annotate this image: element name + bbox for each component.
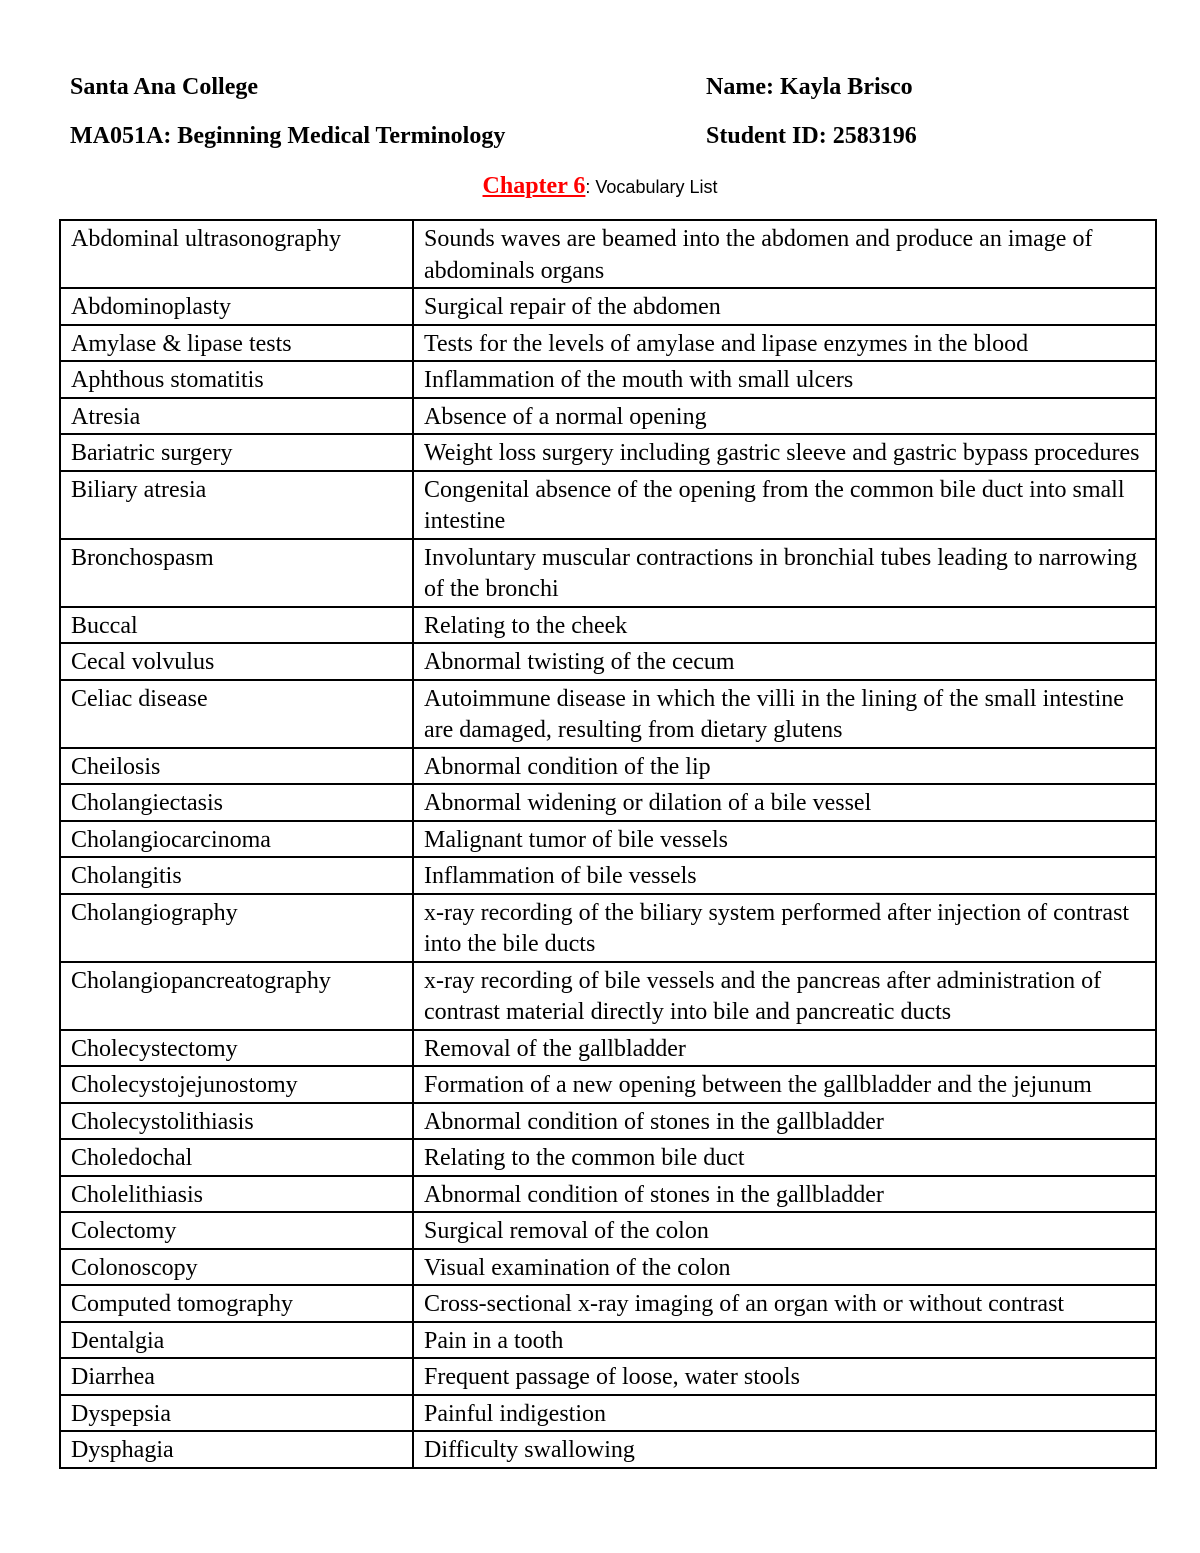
table-row xyxy=(60,288,1156,325)
table-row xyxy=(60,748,1156,785)
table-row xyxy=(60,398,1156,435)
term-cell: Abdominoplasty xyxy=(60,288,413,325)
table-row xyxy=(60,1395,1156,1432)
term-cell: Colonoscopy xyxy=(60,1249,413,1286)
table-row xyxy=(60,894,1156,962)
term-cell: Bariatric surgery xyxy=(60,434,413,471)
definition-cell: Abnormal condition of the lip xyxy=(413,748,1156,785)
term-cell: Cholecystolithiasis xyxy=(60,1103,413,1140)
definition-cell: Malignant tumor of bile vessels xyxy=(413,821,1156,858)
term-cell: Celiac disease xyxy=(60,680,413,748)
term-cell: Colectomy xyxy=(60,1212,413,1249)
definition-cell: Congenital absence of the opening from the common bile duct into small intestine xyxy=(413,471,1156,539)
definition-cell: Pain in a tooth xyxy=(413,1322,1156,1359)
definition-cell: Cross-sectional x-ray imaging of an organ with or without contrast xyxy=(413,1285,1156,1322)
chapter-heading xyxy=(0,170,1200,205)
term-cell: Dysphagia xyxy=(60,1431,413,1468)
definition-cell: Removal of the gallbladder xyxy=(413,1030,1156,1067)
table-row xyxy=(60,962,1156,1030)
term-cell: Cholecystectomy xyxy=(60,1030,413,1067)
definition-cell: Abnormal condition of stones in the gallbladder xyxy=(413,1103,1156,1140)
table-row xyxy=(60,471,1156,539)
definition-cell: Absence of a normal opening xyxy=(413,398,1156,435)
definition-cell: Autoimmune disease in which the villi in the lining of the small intestine are damaged, resulting from dietary glutens xyxy=(413,680,1156,748)
term-cell: Cheilosis xyxy=(60,748,413,785)
table-row xyxy=(60,1176,1156,1213)
term-cell: Biliary atresia xyxy=(60,471,413,539)
table-row xyxy=(60,1322,1156,1359)
table-row xyxy=(60,539,1156,607)
term-cell: Dentalgia xyxy=(60,1322,413,1359)
definition-cell: Visual examination of the colon xyxy=(413,1249,1156,1286)
term-cell: Cholangiectasis xyxy=(60,784,413,821)
term-cell: Atresia xyxy=(60,398,413,435)
vocabulary-table xyxy=(59,219,1157,1469)
definition-cell: Inflammation of the mouth with small ulcers xyxy=(413,361,1156,398)
term-cell: Aphthous stomatitis xyxy=(60,361,413,398)
table-row xyxy=(60,220,1156,288)
term-cell: Cholangiography xyxy=(60,894,413,962)
table-row xyxy=(60,1066,1156,1103)
definition-cell: Surgical removal of the colon xyxy=(413,1212,1156,1249)
definition-cell: Formation of a new opening between the gallbladder and the jejunum xyxy=(413,1066,1156,1103)
table-row xyxy=(60,1030,1156,1067)
term-cell: Amylase & lipase tests xyxy=(60,325,413,362)
definition-cell: Abnormal widening or dilation of a bile vessel xyxy=(413,784,1156,821)
term-cell: Cholangiopancreatography xyxy=(60,962,413,1030)
term-cell: Cholangiocarcinoma xyxy=(60,821,413,858)
table-row xyxy=(60,361,1156,398)
term-cell: Cholecystojejunostomy xyxy=(60,1066,413,1103)
table-row xyxy=(60,607,1156,644)
term-cell: Cholangitis xyxy=(60,857,413,894)
course-title: MA051A: Beginning Medical Terminology xyxy=(70,123,506,149)
table-row xyxy=(60,1285,1156,1322)
definition-cell: Tests for the levels of amylase and lipase enzymes in the blood xyxy=(413,325,1156,362)
term-cell: Cecal volvulus xyxy=(60,643,413,680)
table-row xyxy=(60,325,1156,362)
definition-cell: x-ray recording of bile vessels and the pancreas after administration of contrast material directly into bile and pancreatic ducts xyxy=(413,962,1156,1030)
table-row xyxy=(60,821,1156,858)
definition-cell: Relating to the cheek xyxy=(413,607,1156,644)
table-row xyxy=(60,434,1156,471)
definition-cell: Difficulty swallowing xyxy=(413,1431,1156,1468)
definition-cell: x-ray recording of the biliary system performed after injection of contrast into the bile ducts xyxy=(413,894,1156,962)
term-cell: Bronchospasm xyxy=(60,539,413,607)
term-cell: Diarrhea xyxy=(60,1358,413,1395)
term-cell: Dyspepsia xyxy=(60,1395,413,1432)
term-cell: Cholelithiasis xyxy=(60,1176,413,1213)
table-row xyxy=(60,1103,1156,1140)
term-cell: Abdominal ultrasonography xyxy=(60,220,413,288)
definition-cell: Inflammation of bile vessels xyxy=(413,857,1156,894)
definition-cell: Frequent passage of loose, water stools xyxy=(413,1358,1156,1395)
term-cell: Choledochal xyxy=(60,1139,413,1176)
chapter-title: Chapter 6 xyxy=(482,173,586,199)
definition-cell: Painful indigestion xyxy=(413,1395,1156,1432)
term-cell: Buccal xyxy=(60,607,413,644)
student-name: Name: Kayla Brisco xyxy=(706,74,913,100)
definition-cell: Sounds waves are beamed into the abdomen and produce an image of abdominals organs xyxy=(413,220,1156,288)
table-row xyxy=(60,1139,1156,1176)
table-row xyxy=(60,1249,1156,1286)
chapter-subtitle: : Vocabulary List xyxy=(585,177,718,197)
definition-cell: Abnormal twisting of the cecum xyxy=(413,643,1156,680)
term-cell: Computed tomography xyxy=(60,1285,413,1322)
table-row xyxy=(60,1358,1156,1395)
college-name: Santa Ana College xyxy=(70,74,259,100)
table-row xyxy=(60,643,1156,680)
student-id: Student ID: 2583196 xyxy=(706,123,917,149)
table-row xyxy=(60,1431,1156,1468)
definition-cell: Involuntary muscular contractions in bronchial tubes leading to narrowing of the bronchi xyxy=(413,539,1156,607)
definition-cell: Weight loss surgery including gastric sleeve and gastric bypass procedures xyxy=(413,434,1156,471)
table-row xyxy=(60,784,1156,821)
table-row xyxy=(60,680,1156,748)
table-row xyxy=(60,857,1156,894)
vocabulary-table-body xyxy=(60,220,1156,1468)
definition-cell: Abnormal condition of stones in the gallbladder xyxy=(413,1176,1156,1213)
definition-cell: Surgical repair of the abdomen xyxy=(413,288,1156,325)
table-row xyxy=(60,1212,1156,1249)
definition-cell: Relating to the common bile duct xyxy=(413,1139,1156,1176)
